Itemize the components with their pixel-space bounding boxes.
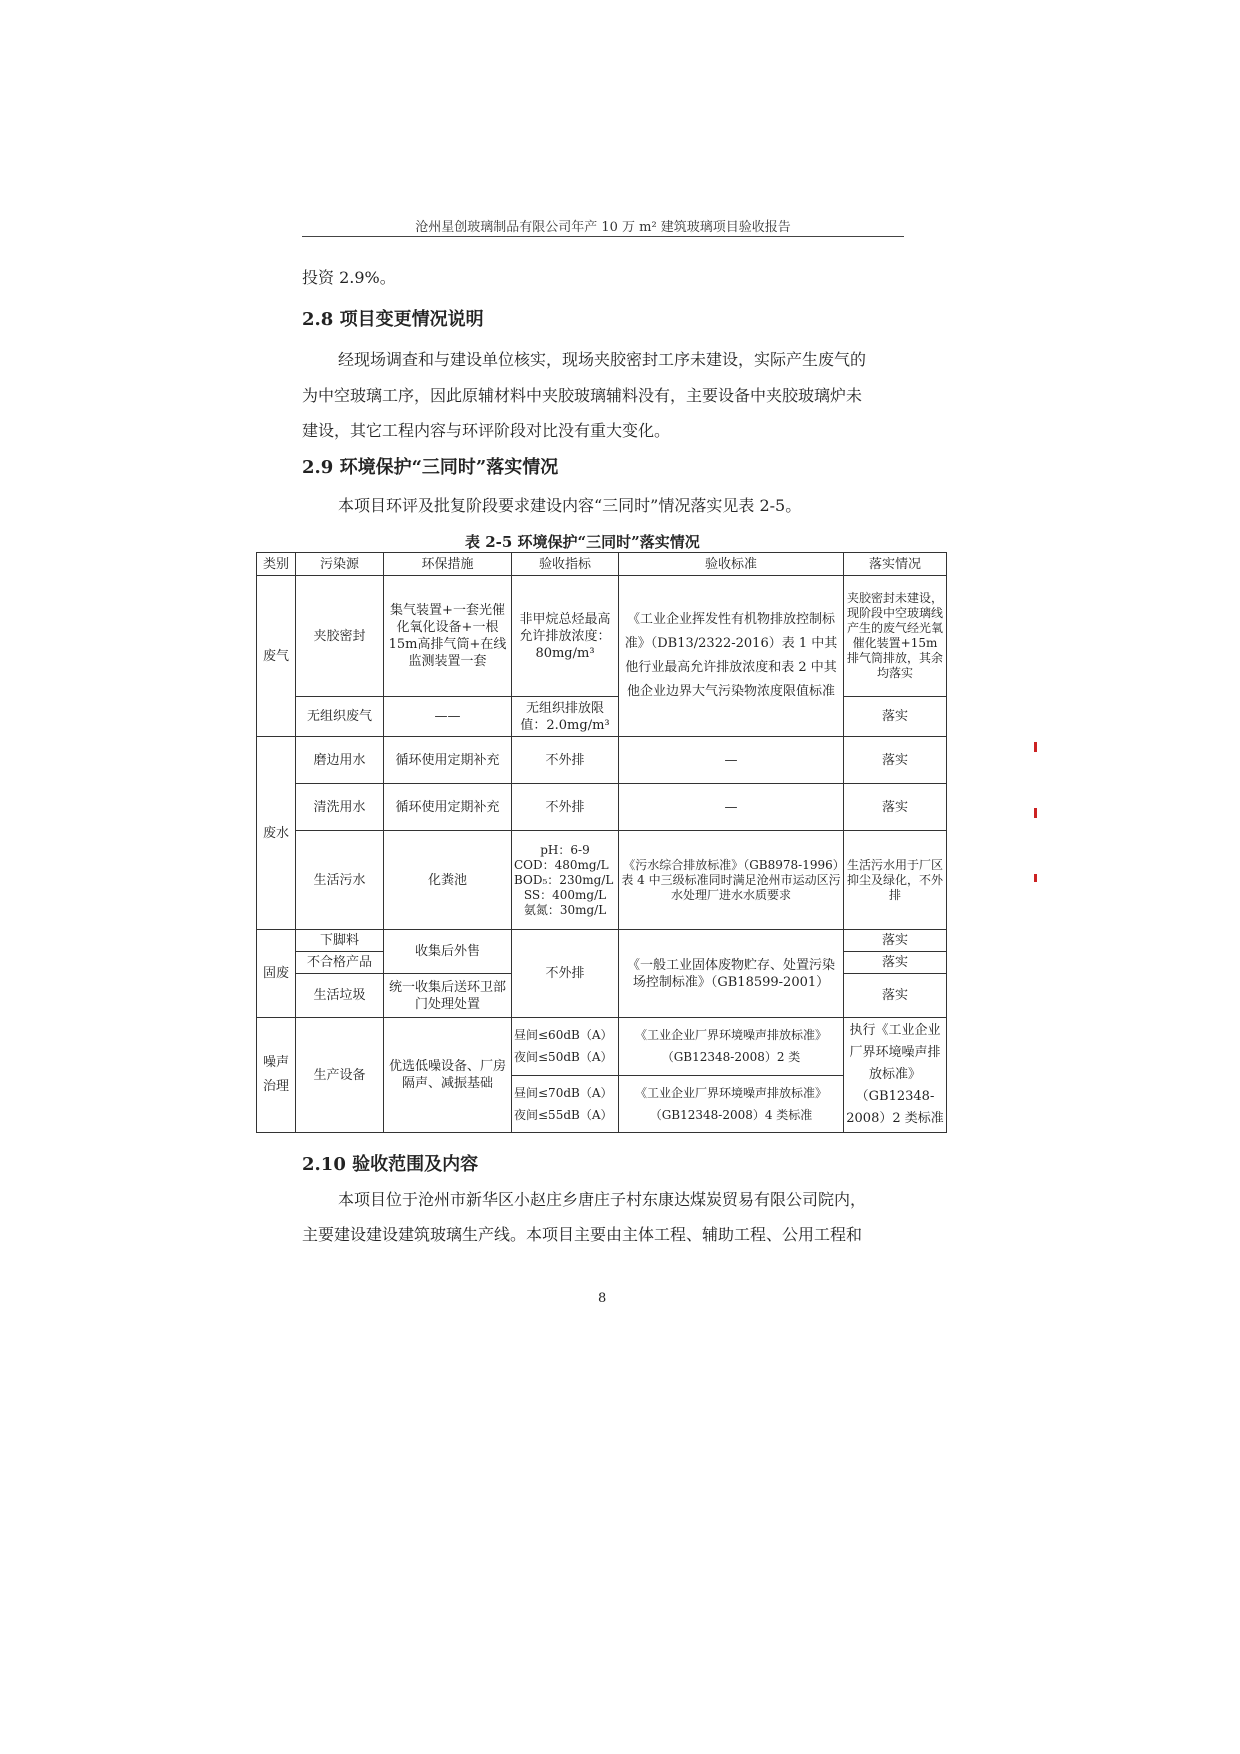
measure-cell: 优选低噪设备、厂房隔声、减振基础 [384,1018,512,1133]
section-2-8-heading: 2.8 项目变更情况说明 [302,309,484,330]
header-cell: 验收标准 [619,553,844,576]
indicator-cell: 不外排 [512,737,619,784]
section-2-9-heading: 2.9 环境保护“三同时”落实情况 [302,457,559,478]
indicator-line: 夜间≤50dB（A） [514,1050,613,1065]
table-row [257,576,947,697]
status-cell: 落实 [844,974,947,1018]
status-cell: 落实 [844,737,947,784]
standard-cell: — [619,737,844,784]
indicator-cell: 无组织排放限值：2.0mg/m³ [512,697,619,737]
scan-edge-mark [1034,742,1037,752]
standard-cell: 《工业企业厂界环境噪声排放标准》（GB12348-2008）2 类 [619,1018,844,1076]
indicator-line: 夜间≤55dB（A） [514,1107,613,1122]
table-caption: 表 2-5 环境保护“三同时”落实情况 [465,533,700,551]
indicator-cell [512,1018,619,1076]
indicator-cell: 不外排 [512,784,619,831]
status-cell: 落实 [844,697,947,737]
scan-edge-mark [1034,874,1037,882]
measure-cell: 循环使用定期补充 [384,737,512,784]
standard-cell: 《一般工业固体废物贮存、处置污染场控制标准》（GB18599-2001） [619,930,844,1018]
indicator-line: SS：400mg/L [523,887,607,902]
indicator-line: 氨氮：30mg/L [523,902,607,917]
header-cell: 环保措施 [384,553,512,576]
status-cell: 执行《工业企业厂界环境噪声排放标准》（GB12348-2008）2 类标准 [844,1018,947,1133]
measure-cell: 化粪池 [384,831,512,930]
paragraph-line: 经现场调查和与建设单位核实，现场夹胶密封工序未建设，实际产生废气的 [338,350,867,369]
status-cell: 落实 [844,930,947,952]
indicator-line: 昼间≤60dB（A） [514,1028,613,1043]
table-row [257,930,947,952]
category-cell: 噪声治理 [257,1018,296,1133]
measure-cell: 统一收集后送环卫部门处理处置 [384,974,512,1018]
header-rule [302,236,904,237]
source-cell: 生产设备 [296,1018,384,1133]
category-cell: 废气 [257,576,296,737]
source-cell: 夹胶密封 [296,576,384,697]
header-cell: 污染源 [296,553,384,576]
table-row [257,737,947,784]
header-cell: 类别 [257,553,296,576]
indicator-line: COD：480mg/L [514,857,609,872]
indicator-cell: 非甲烷总烃最高允许排放浓度：80mg/m³ [512,576,619,697]
source-cell: 清洗用水 [296,784,384,831]
table-row [257,784,947,831]
standard-cell: 《工业企业挥发性有机物排放控制标准》（DB13/2322-2016）表 1 中其他行业最高允许排放浓度和表 2 中其他企业边界大气污染物浓度限值标准 [619,576,844,737]
paragraph-line: 建设，其它工程内容与环评阶段对比没有重大变化。 [302,421,671,440]
status-cell: 夹胶密封未建设，现阶段中空玻璃线产生的废气经光氧催化装置+15m 排气筒排放，其余均落实 [844,576,947,697]
indicator-line: 昼间≤70dB（A） [514,1085,613,1100]
table-header-row [257,553,947,576]
source-cell: 生活污水 [296,831,384,930]
table-row [257,697,947,737]
header-cell: 验收指标 [512,553,619,576]
paragraph-line: 本项目位于沧州市新华区小赵庄乡唐庄子村东康达煤炭贸易有限公司院内， [338,1190,867,1209]
scan-edge-mark [1034,808,1037,818]
standard-cell: — [619,784,844,831]
indicator-cell [512,831,619,930]
paragraph-line: 本项目环评及批复阶段要求建设内容“三同时”情况落实见表 2-5。 [338,496,802,515]
measure-cell: 集气装置+一套光催化氧化设备+一根15m高排气筒+在线监测装置一套 [384,576,512,697]
running-header: 沧州星创玻璃制品有限公司年产 10 万 m² 建筑玻璃项目验收报告 [415,220,791,235]
source-cell: 生活垃圾 [296,974,384,1018]
indicator-cell: 不外排 [512,930,619,1018]
measure-cell: —— [384,697,512,737]
measure-cell: 收集后外售 [384,930,512,974]
source-cell: 无组织废气 [296,697,384,737]
standard-cell: 《工业企业厂界环境噪声排放标准》（GB12348-2008）4 类标准 [619,1075,844,1133]
table-row [257,1018,947,1076]
section-2-10-heading: 2.10 验收范围及内容 [302,1154,479,1175]
measure-cell: 循环使用定期补充 [384,784,512,831]
status-cell: 落实 [844,952,947,974]
category-cell: 废水 [257,737,296,930]
indicator-line: BOD₅：230mg/L [514,872,614,887]
standard-cell: 《污水综合排放标准》（GB8978-1996）表 4 中三级标准同时满足沧州市运动区污水处理厂进水水质要求 [619,831,844,930]
status-cell: 落实 [844,784,947,831]
page-number: 8 [598,1291,607,1306]
paragraph-line: 主要建设建设建筑玻璃生产线。本项目主要由主体工程、辅助工程、公用工程和 [302,1225,863,1244]
indicator-cell [512,1075,619,1133]
category-cell: 固废 [257,930,296,1018]
indicator-line: pH：6-9 [540,842,590,857]
status-cell: 生活污水用于厂区抑尘及绿化，不外排 [844,831,947,930]
source-cell: 磨边用水 [296,737,384,784]
table-row [257,831,947,930]
paragraph-line: 为中空玻璃工序，因此原辅材料中夹胶玻璃辅料没有，主要设备中夹胶玻璃炉未 [302,386,863,405]
intro-line: 投资 2.9%。 [302,268,396,287]
header-cell: 落实情况 [844,553,947,576]
source-cell: 不合格产品 [296,952,384,974]
three-simultaneity-table [256,552,947,1133]
source-cell: 下脚料 [296,930,384,952]
